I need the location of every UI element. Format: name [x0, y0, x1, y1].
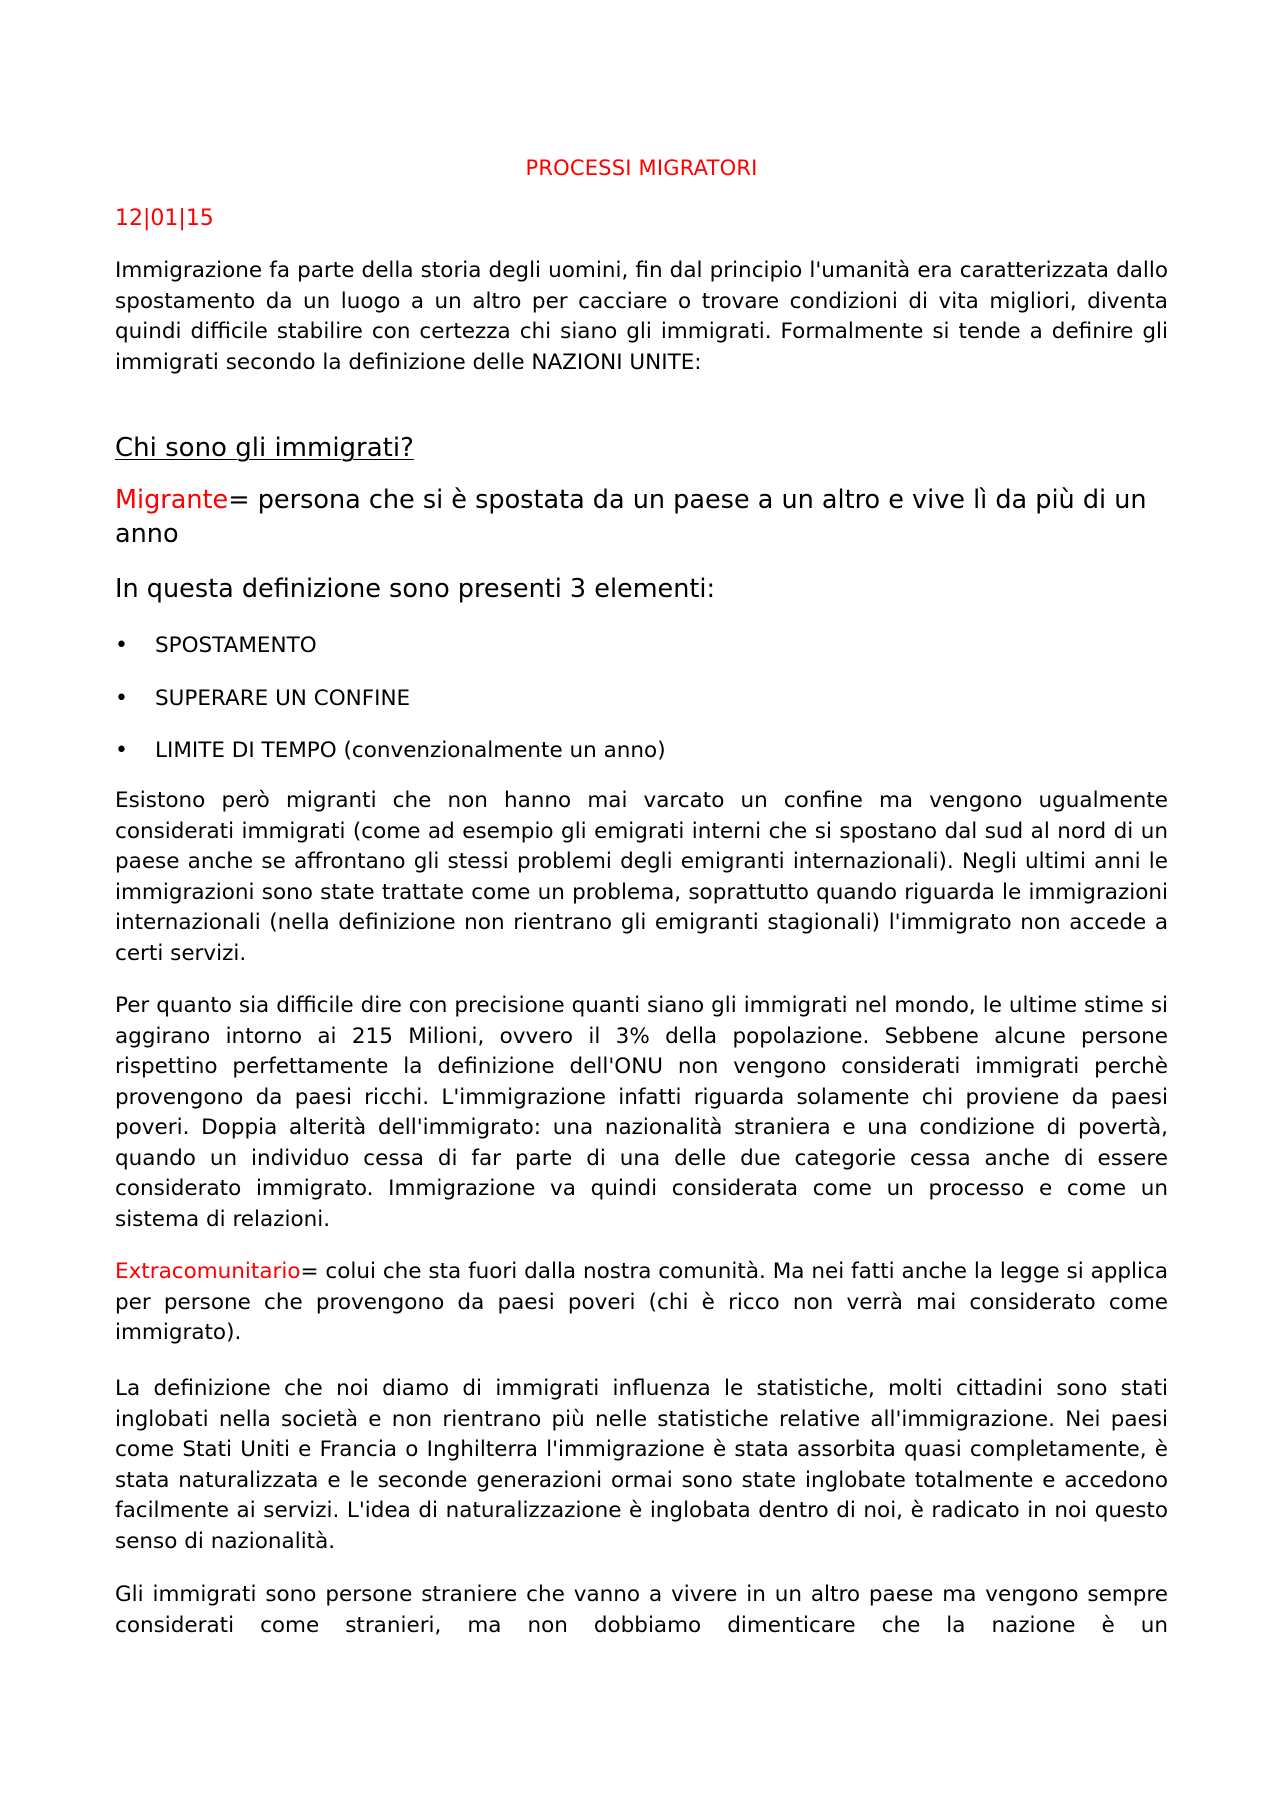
migrante-term: Migrante	[115, 485, 229, 515]
extracomunitario-definition	[115, 1257, 1168, 1349]
list-item-text: SUPERARE UN CONFINE	[155, 686, 411, 711]
paragraph-esistono: Esistono però migranti che non hanno mai varcato un confine ma vengono ugualmente considerati immigrati (come ad esempio gli emigrati interni che si spostano dal sud al nord di un paese anche se affrontano gli stessi problemi degli emigranti internazionali). Negli ultimi anni le immigrazioni sono state trattate come un problema, soprattutto quando riguarda le immigrazioni internazionali (nella definizione non rientrano gli emigranti stagionali) l'immigrato non accede a certi servizi.	[115, 788, 1168, 966]
list-item-text: LIMITE DI TEMPO (convenzionalmente un anno)	[155, 738, 666, 763]
document-date: 12|01|15	[115, 206, 214, 231]
migrante-definition	[115, 484, 1168, 551]
list-item	[115, 736, 666, 766]
bullet-icon: •	[115, 738, 128, 763]
extracomunitario-def-text: = colui che sta fuori dalla nostra comunità. Ma nei fatti anche la legge si applica per persone che provengono da paesi poveri (chi è ricco non verrà mai considerato come immigrato).	[115, 1259, 1168, 1345]
bullet-icon: •	[115, 633, 128, 658]
document-title: PROCESSI MIGRATORI	[525, 156, 758, 180]
migrante-def-text: = persona che si è spostata da un paese a un altro e vive lì da più di un anno	[115, 485, 1147, 549]
paragraph-stime: Per quanto sia difficile dire con precisione quanti siano gli immigrati nel mondo, le ultime stime si aggirano intorno ai 215 Milioni, ovvero il 3% della popolazione. Sebbene alcune persone rispettino perfettamente la definizione dell'ONU non vengono considerati immigrati perchè provengono da paesi ricchi. L'immigrazione infatti riguarda solamente chi proviene da paesi poveri. Doppia alterità dell'immigrato: una nazionalità straniera e una condizione di povertà, quando un individuo cessa di far parte di una delle due categorie cessa anche di essere considerato immigrato. Immigrazione va quindi considerata come un processo e come un sistema di relazioni.	[115, 993, 1168, 1232]
section-heading: Chi sono gli immigrati?	[115, 433, 414, 463]
intro-paragraph: Immigrazione fa parte della storia degli uomini, fin dal principio l'umanità era caratterizzata dallo spostamento da un luogo a un altro per cacciare o trovare condizioni di vita migliori, diventa quindi difficile stabilire con certezza chi siano gli immigrati. Formalmente si tende a definire gli immigrati secondo la definizione delle NAZIONI UNITE:	[115, 258, 1168, 375]
extracomunitario-term: Extracomunitario	[115, 1259, 301, 1284]
list-item-text: SPOSTAMENTO	[155, 633, 317, 658]
list-item	[115, 684, 410, 714]
bullet-icon: •	[115, 686, 128, 711]
paragraph-stranieri: Gli immigrati sono persone straniere che vanno a vivere in un altro paese ma vengono sempre considerati come stranieri, ma non dobbiamo dimenticare che la nazione è un	[115, 1582, 1168, 1638]
paragraph-definizione: La definizione che noi diamo di immigrati influenza le statistiche, molti cittadini sono stati inglobati nella società e non rientrano più nelle statistiche relative all'immigrazione. Nei paesi come Stati Uniti e Francia o Inghilterra l'immigrazione è stata assorbita quasi completamente, è stata naturalizzata e le seconde generazioni ormai sono state inglobate totalmente e accedono facilmente ai servizi. L'idea di naturalizzazione è inglobata dentro di noi, è radicato in noi questo senso di nazionalità.	[115, 1376, 1168, 1554]
elements-intro: In questa definizione sono presenti 3 elementi:	[115, 574, 716, 604]
list-item	[115, 631, 317, 661]
